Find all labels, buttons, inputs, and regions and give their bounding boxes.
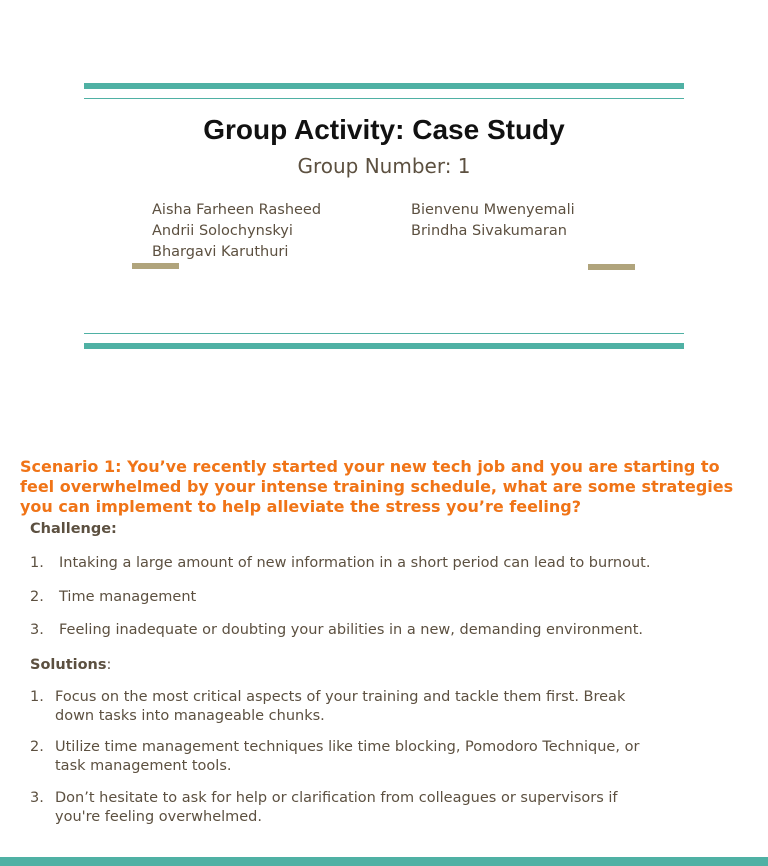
left-accent-bar bbox=[132, 263, 179, 269]
member-name: Bienvenu Mwenyemali bbox=[411, 202, 575, 218]
bottom-thin-rule bbox=[84, 333, 684, 334]
list-text: Focus on the most critical aspects of your training and tackle them first. Break bbox=[55, 689, 626, 705]
group-number: Group Number: 1 bbox=[297, 154, 471, 178]
solution-item bbox=[30, 738, 730, 778]
list-text: Utilize time management techniques like time blocking, Pomodoro Technique, or bbox=[55, 739, 640, 755]
list-text: Don’t hesitate to ask for help or clarification from colleagues or supervisors if bbox=[55, 790, 618, 806]
challenge-label: Challenge: bbox=[30, 521, 117, 537]
list-number: 2. bbox=[30, 739, 44, 755]
top-thick-rule bbox=[84, 83, 684, 89]
members-left-column bbox=[152, 200, 321, 263]
solution-item bbox=[30, 688, 730, 728]
member-name: Aisha Farheen Rasheed bbox=[152, 202, 322, 218]
right-accent-bar bbox=[588, 264, 635, 270]
list-number: 3. bbox=[30, 622, 44, 638]
footer-rule bbox=[0, 857, 768, 866]
list-number: 3. bbox=[30, 790, 44, 806]
solution-item bbox=[30, 789, 730, 829]
member-name: Andrii Solochynskyi bbox=[152, 223, 293, 239]
top-thin-rule bbox=[84, 98, 684, 99]
list-number: 1. bbox=[30, 555, 44, 571]
solutions-label: Solutions: bbox=[30, 657, 112, 673]
list-text: Intaking a large amount of new information in a short period can lead to burnout. bbox=[59, 555, 651, 571]
list-text: Time management bbox=[59, 589, 197, 605]
scenario-heading: Scenario 1: You’ve recently started your new tech job and you are starting to feel overwhelmed by your intense training schedule, what are some strategies you can implement to help alleviate the stress you’re feeling? bbox=[20, 457, 734, 516]
list-number: 2. bbox=[30, 589, 44, 605]
list-number: 1. bbox=[30, 689, 44, 705]
list-text-continued: task management tools. bbox=[55, 758, 232, 774]
list-text: Feeling inadequate or doubting your abilities in a new, demanding environment. bbox=[59, 622, 644, 638]
page-title: Group Activity: Case Study bbox=[203, 114, 565, 145]
members-right-column bbox=[411, 200, 575, 242]
list-text-continued: you're feeling overwhelmed. bbox=[55, 809, 263, 825]
bottom-thick-rule bbox=[84, 343, 684, 349]
list-text-continued: down tasks into manageable chunks. bbox=[55, 708, 325, 724]
member-name: Bhargavi Karuthuri bbox=[152, 244, 289, 260]
member-name: Brindha Sivakumaran bbox=[411, 223, 567, 239]
